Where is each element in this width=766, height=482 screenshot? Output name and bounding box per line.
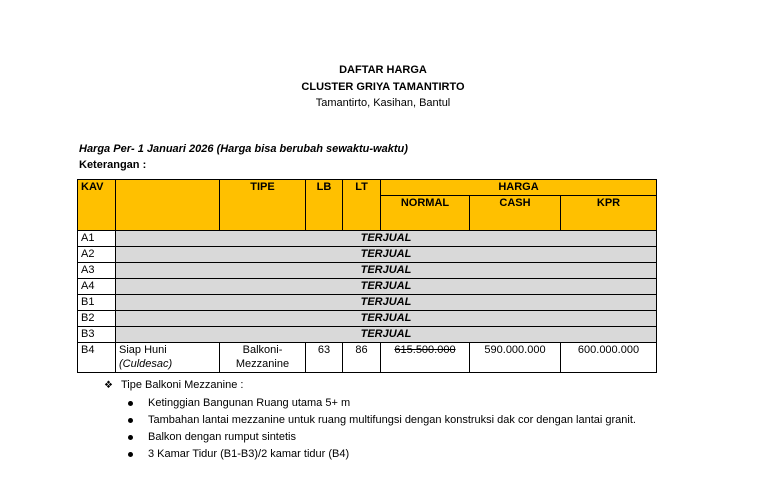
keterangan-label: Keterangan :	[79, 159, 147, 171]
normal-price: 615.500.000	[394, 344, 456, 356]
header-normal: NORMAL	[381, 196, 470, 231]
kav-cell: A2	[78, 247, 116, 263]
doc-subtitle: CLUSTER GRIYA TAMANTIRTO	[301, 81, 465, 93]
bullet-icon	[128, 452, 133, 457]
table-row	[78, 247, 657, 263]
list-item	[104, 446, 636, 463]
header-harga: HARGA	[381, 180, 657, 196]
sold-status-cell: TERJUAL	[116, 247, 657, 263]
header-kpr: KPR	[561, 196, 657, 231]
kav-cell: A3	[78, 263, 116, 279]
kav-cell: B3	[78, 327, 116, 343]
lb-cell: 63	[306, 343, 343, 373]
sold-rows	[78, 231, 657, 343]
status-cell	[116, 343, 220, 373]
feature-text: Tambahan lantai mezzanine untuk ruang multifungsi dengan konstruksi dak cor dengan lantai granit.	[148, 414, 636, 426]
table-row	[78, 231, 657, 247]
sold-status-cell: TERJUAL	[116, 311, 657, 327]
header-lt: LT	[343, 180, 381, 231]
tipe-cell	[220, 343, 306, 373]
status-sub: (Culdesac)	[119, 358, 173, 370]
list-item	[104, 429, 636, 446]
tipe-line: Balkoni-	[242, 344, 283, 356]
bullet-icon	[128, 418, 133, 423]
cash-price-cell: 590.000.000	[470, 343, 561, 373]
table-row	[78, 311, 657, 327]
kpr-price-cell: 600.000.000	[561, 343, 657, 373]
price-note: Harga Per- 1 Januari 2026 (Harga bisa berubah sewaktu-waktu)	[79, 143, 408, 155]
sold-status-cell: TERJUAL	[116, 279, 657, 295]
features-section	[104, 379, 636, 463]
table-row	[78, 263, 657, 279]
bullet-icon	[128, 435, 133, 440]
features-heading: Tipe Balkoni Mezzanine :	[120, 379, 244, 391]
header-kav: KAV	[78, 180, 116, 231]
list-item	[104, 412, 636, 429]
list-item	[104, 395, 636, 412]
kav-cell: B4	[78, 343, 116, 373]
diamond-bullet-icon: ❖	[104, 379, 113, 391]
feature-text: 3 Kamar Tidur (B1-B3)/2 kamar tidur (B4)	[148, 448, 350, 460]
doc-location: Tamantirto, Kasihan, Bantul	[315, 97, 451, 109]
feature-text: Ketinggian Bangunan Ruang utama 5+ m	[148, 397, 351, 409]
features-list	[104, 395, 636, 463]
sold-status-cell: TERJUAL	[116, 263, 657, 279]
tipe-line: Mezzanine	[235, 358, 290, 370]
table-row	[78, 279, 657, 295]
doc-title: DAFTAR HARGA	[339, 64, 427, 76]
sold-status-cell: TERJUAL	[116, 231, 657, 247]
table-row	[78, 295, 657, 311]
kav-cell: B2	[78, 311, 116, 327]
kav-cell: B1	[78, 295, 116, 311]
sold-status-cell: TERJUAL	[116, 327, 657, 343]
price-table	[77, 179, 657, 373]
normal-price-cell	[381, 343, 470, 373]
header-cash: CASH	[470, 196, 561, 231]
sold-status-cell: TERJUAL	[116, 295, 657, 311]
status-line: Siap Huni	[119, 344, 167, 356]
kav-cell: A1	[78, 231, 116, 247]
feature-text: Balkon dengan rumput sintetis	[148, 431, 296, 443]
header-blank	[116, 180, 220, 231]
header-lb: LB	[306, 180, 343, 231]
table-row-available	[78, 343, 657, 373]
kav-cell: A4	[78, 279, 116, 295]
table-row	[78, 327, 657, 343]
header-tipe: TIPE	[220, 180, 306, 231]
bullet-icon	[128, 401, 133, 406]
lt-cell: 86	[343, 343, 381, 373]
features-heading-row	[104, 379, 636, 391]
